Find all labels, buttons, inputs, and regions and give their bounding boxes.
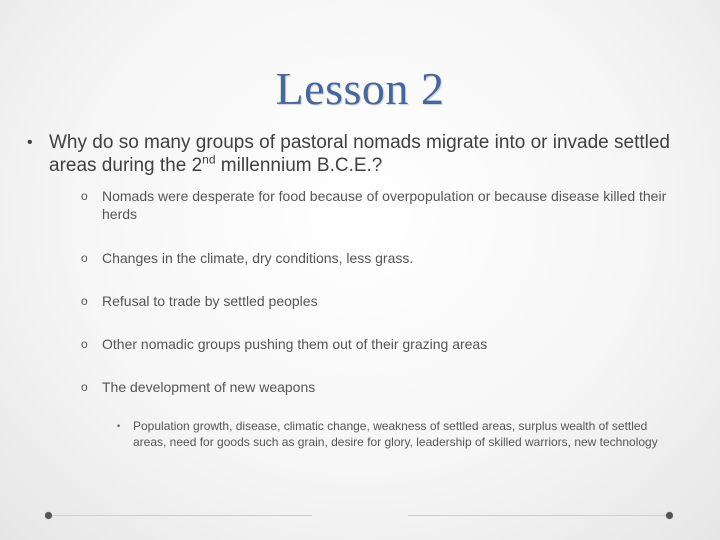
question-bullet	[27, 131, 689, 177]
question-text-end: millennium B.C.E.?	[215, 155, 383, 176]
question-superscript: nd	[202, 152, 216, 167]
answer-text: The development of new weapons	[102, 379, 316, 395]
answer-text: Other nomadic groups pushing them out of their grazing areas	[102, 336, 488, 352]
answer-marker: o	[81, 251, 88, 265]
answer-text: Changes in the climate, dry conditions, less grass.	[102, 250, 414, 266]
answer-text: Nomads were desperate for food because of overpopulation or because disease killed their herds	[102, 188, 667, 222]
answer-marker: o	[81, 189, 88, 203]
answer-item	[81, 187, 682, 223]
bullet-marker: •	[27, 134, 33, 151]
summary-marker: •	[117, 421, 121, 431]
answer-marker: o	[81, 380, 88, 394]
summary-item	[117, 419, 658, 450]
answer-item	[81, 378, 682, 396]
answer-text: Refusal to trade by settled peoples	[102, 293, 318, 309]
answer-item	[81, 292, 682, 310]
answer-item	[81, 249, 682, 267]
slide-title: Lesson 2	[275, 63, 445, 114]
question-text-start: Why do so many groups of pastoral nomads migrate into or invade settled areas during the 2	[49, 132, 670, 176]
answer-marker: o	[81, 294, 88, 308]
rivet-bottom-right-icon	[666, 512, 673, 519]
summary-text: Population growth, disease, climatic change, weakness of settled areas, surplus wealth of settled areas, need for goods such as grain, desire for glory, leadership of skilled warriors, new technology	[133, 419, 658, 449]
bottom-rule-left	[52, 515, 312, 516]
answer-marker: o	[81, 337, 88, 351]
rivet-bottom-left-icon	[45, 512, 52, 519]
answer-item	[81, 335, 682, 353]
bottom-rule-right	[408, 515, 670, 516]
